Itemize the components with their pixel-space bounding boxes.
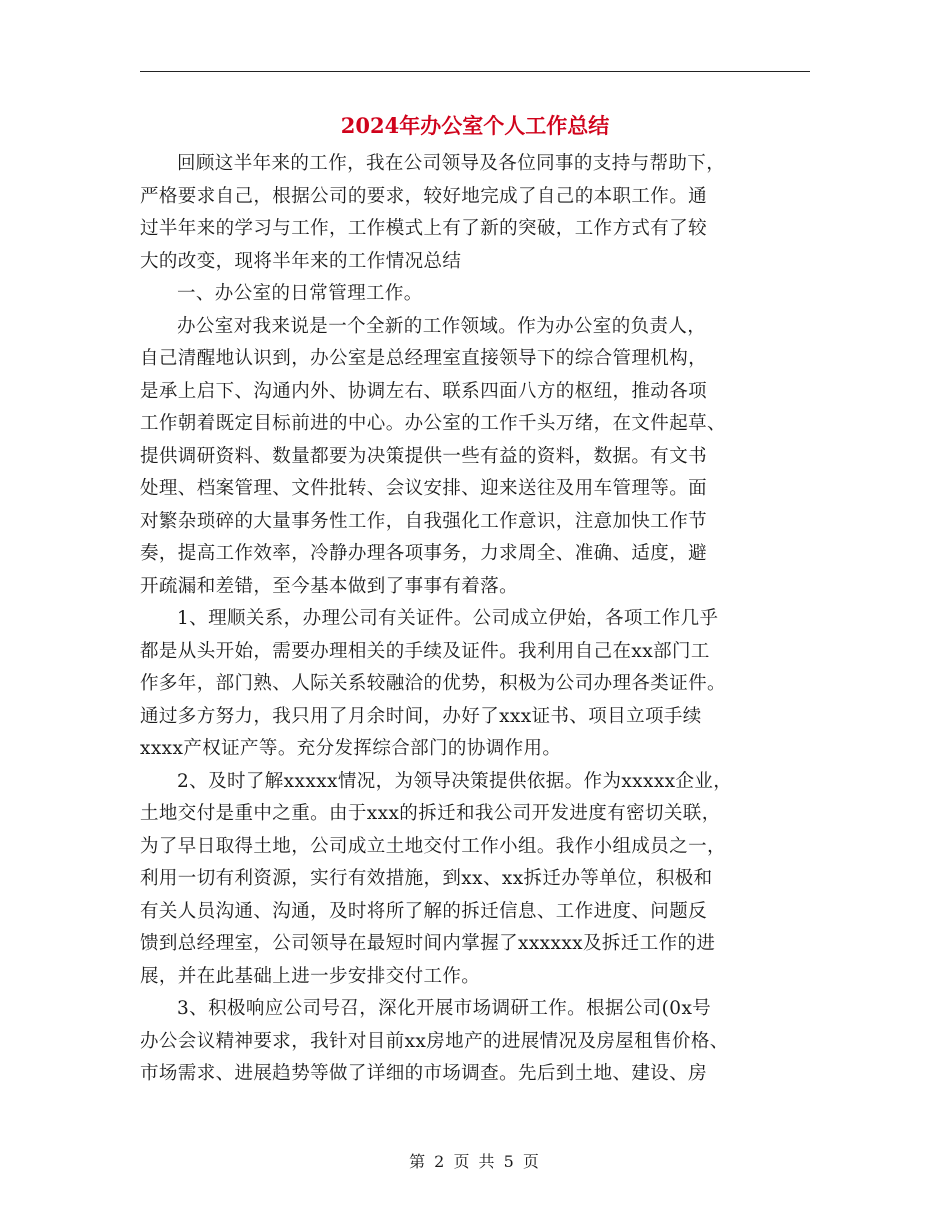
paragraph-line: 奏，提高工作效率，冷静办理各项事务，力求周全、准确、适度，避	[140, 543, 708, 564]
paragraph-line: 提供调研资料、数量都要为决策提供一些有益的资料，数据。有文书	[140, 445, 708, 467]
paragraph-line: 利用一切有利资源，实行有效措施，到xx、xx拆迁办等单位，积极和	[140, 868, 713, 889]
body-paragraph	[140, 148, 810, 278]
paragraph-line: 是承上启下、沟通内外、协调左右、联系四面八方的枢纽，推动各项	[140, 380, 708, 402]
paragraph-line: 为了早日取得土地，公司成立土地交付工作小组。我作小组成员之一，	[140, 835, 726, 857]
header-rule	[140, 71, 810, 72]
paragraph-line: 土地交付是重中之重。由于xxx的拆迁和我公司开发进度有密切关联，	[140, 803, 721, 824]
paragraph-line: 开疏漏和差错，至今基本做到了事事有着落。	[140, 575, 519, 597]
page-number-footer: 第 2 页 共 5 页	[409, 1152, 541, 1171]
document-body	[140, 148, 810, 1091]
body-paragraph	[140, 311, 810, 604]
paragraph-line: 办公室对我来说是一个全新的工作领域。作为办公室的负责人，	[177, 315, 707, 337]
paragraph-line: 大的改变，现将半年来的工作情况总结	[140, 250, 462, 272]
paragraph-line: 处理、档案管理、文件批转、会议安排、迎来送往及用车管理等。面	[140, 478, 708, 499]
paragraph-line: 过半年来的学习与工作，工作模式上有了新的突破，工作方式有了较	[140, 218, 708, 239]
paragraph-line: 3、积极响应公司号召，深化开展市场调研工作。根据公司(0x号	[177, 998, 712, 1019]
paragraph-line: 工作朝着既定目标前进的中心。办公室的工作千头万绪，在文件起草、	[140, 413, 726, 434]
paragraph-line: 自己清醒地认识到，办公室是总经理室直接领导下的综合管理机构，	[140, 348, 708, 369]
paragraph-line: 馈到总经理室，公司领导在最短时间内掌握了xxxxxx及拆迁工作的进	[140, 933, 716, 954]
paragraph-line: 2、及时了解xxxxx情况，为领导决策提供依据。作为xxxxx企业，	[177, 770, 733, 792]
paragraph-line: xxxx产权证产等。充分发挥综合部门的协调作用。	[140, 738, 562, 759]
paragraph-line: 有关人员沟通、沟通，及时将所了解的拆迁信息、工作进度、问题反	[140, 900, 708, 922]
document-title: 2024年办公室个人工作总结	[340, 113, 610, 138]
paragraph-line: 严格要求自己，根据公司的要求，较好地完成了自己的本职工作。通	[140, 185, 708, 207]
paragraph-line: 市场需求、进展趋势等做了详细的市场调查。先后到土地、建设、房	[140, 1063, 708, 1084]
body-paragraph	[140, 993, 810, 1091]
body-paragraph	[140, 766, 810, 994]
paragraph-line: 办公会议精神要求，我针对目前xx房地产的进展情况及房屋租售价格、	[140, 1030, 729, 1052]
paragraph-line: 一、办公室的日常管理工作。	[177, 283, 423, 304]
paragraph-line: 都是从头开始，需要办理相关的手续及证件。我利用自己在xx部门工	[140, 640, 710, 662]
paragraph-line: 作多年，部门熟、人际关系较融洽的优势，积极为公司办理各类证件。	[140, 673, 726, 694]
paragraph-line: 通过多方努力，我只用了月余时间，办好了xxx证书、项目立项手续	[140, 705, 702, 727]
body-paragraph	[140, 278, 810, 311]
paragraph-line: 1、理顺关系，办理公司有关证件。公司成立伊始，各项工作几乎	[177, 608, 719, 629]
paragraph-line: 对繁杂琐碎的大量事务性工作，自我强化工作意识，注意加快工作节	[140, 510, 708, 532]
paragraph-line: 展，并在此基础上进一步安排交付工作。	[140, 965, 481, 987]
paragraph-line: 回顾这半年来的工作，我在公司领导及各位同事的支持与帮助下，	[177, 153, 726, 174]
body-paragraph	[140, 603, 810, 766]
